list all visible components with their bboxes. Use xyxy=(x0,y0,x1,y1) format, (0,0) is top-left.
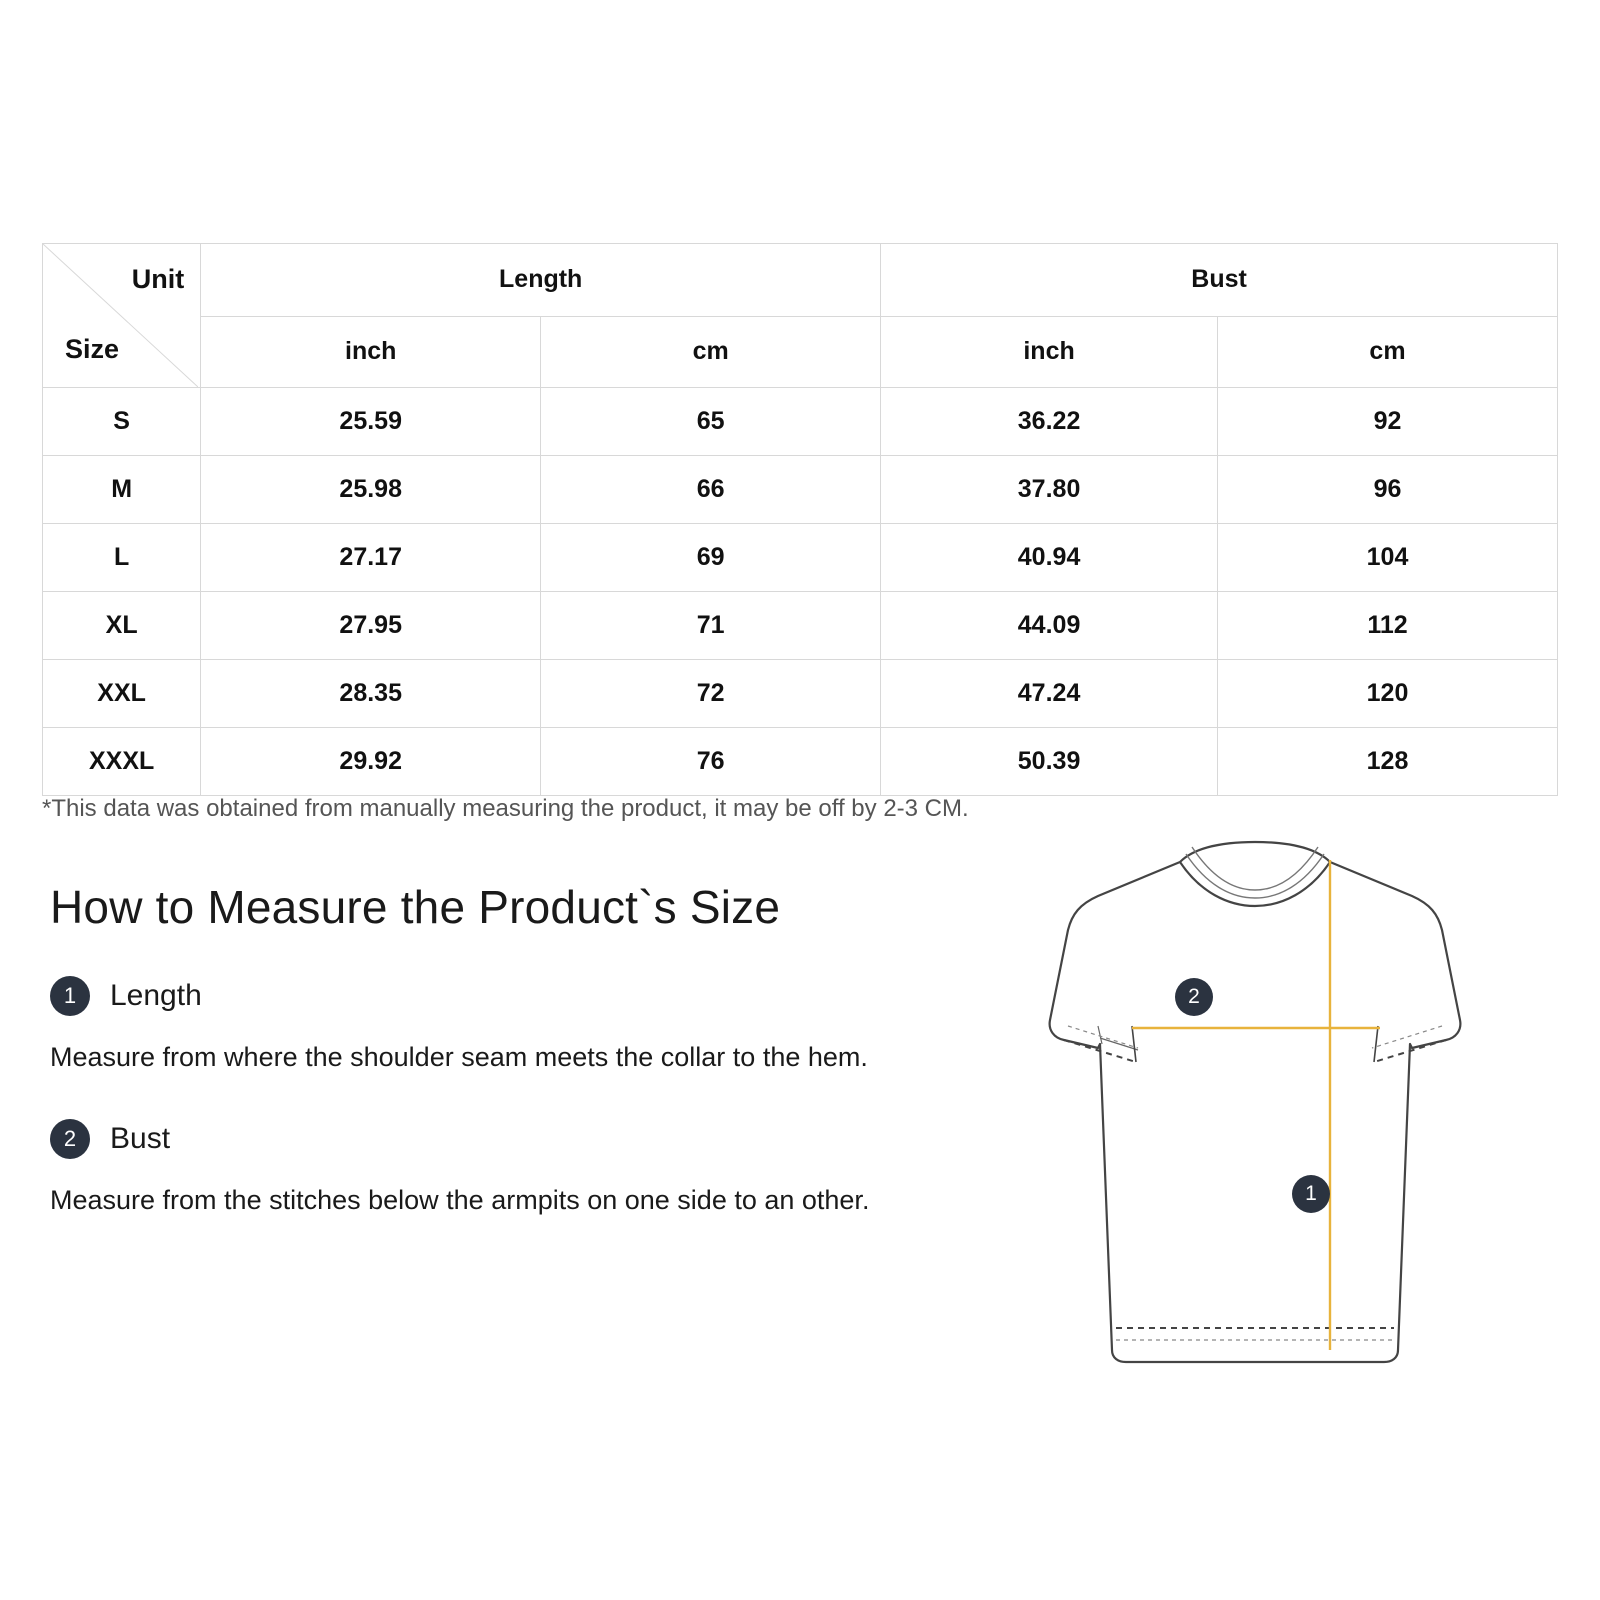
cell-size: XXL xyxy=(43,660,201,728)
step-description-length: Measure from where the shoulder seam meets the collar to the hem. xyxy=(50,1042,868,1072)
size-chart-table-container xyxy=(42,243,1558,796)
subheader-bust-inch: inch xyxy=(881,316,1218,388)
measurement-disclaimer: *This data was obtained from manually measuring the product, it may be off by 2-3 CM. xyxy=(42,795,969,822)
cell-length-inch: 25.59 xyxy=(201,388,541,456)
table-row xyxy=(43,660,1558,728)
cell-size: XL xyxy=(43,592,201,660)
size-header-label: Size xyxy=(65,334,120,364)
group-header-bust: Bust xyxy=(881,244,1558,317)
subheader-length-cm: cm xyxy=(541,316,881,388)
subheader-length-inch: inch xyxy=(201,316,541,388)
step-bust xyxy=(50,1119,950,1159)
cell-size: XXXL xyxy=(43,728,201,796)
table-row xyxy=(43,592,1558,660)
table-row xyxy=(43,524,1558,592)
step-title-length: Length xyxy=(110,979,202,1012)
table-row xyxy=(43,728,1558,796)
step-badge-1: 1 xyxy=(50,976,90,1016)
size-chart-table xyxy=(42,243,1558,796)
step-length xyxy=(50,976,950,1016)
cell-size: L xyxy=(43,524,201,592)
cell-bust-inch: 40.94 xyxy=(881,524,1218,592)
group-header-length: Length xyxy=(201,244,881,317)
cell-length-cm: 71 xyxy=(541,592,881,660)
cell-bust-cm: 112 xyxy=(1218,592,1558,660)
step-description-bust: Measure from the stitches below the armpits on one side to an other. xyxy=(50,1185,870,1216)
cell-length-cm: 76 xyxy=(541,728,881,796)
how-to-measure-section xyxy=(50,880,950,1220)
cell-bust-inch: 47.24 xyxy=(881,660,1218,728)
table-corner-cell xyxy=(43,244,201,388)
cell-length-inch: 25.98 xyxy=(201,456,541,524)
page-title: How to Measure the Product`s Size xyxy=(50,881,781,933)
table-row xyxy=(43,388,1558,456)
cell-bust-inch: 36.22 xyxy=(881,388,1218,456)
cell-bust-inch: 50.39 xyxy=(881,728,1218,796)
cell-bust-cm: 128 xyxy=(1218,728,1558,796)
cell-length-cm: 66 xyxy=(541,456,881,524)
cell-length-inch: 28.35 xyxy=(201,660,541,728)
cell-length-inch: 27.17 xyxy=(201,524,541,592)
cell-size: S xyxy=(43,388,201,456)
cell-length-inch: 27.95 xyxy=(201,592,541,660)
tshirt-diagram-icon xyxy=(1020,830,1490,1390)
cell-bust-inch: 37.80 xyxy=(881,456,1218,524)
cell-length-cm: 69 xyxy=(541,524,881,592)
cell-bust-cm: 96 xyxy=(1218,456,1558,524)
table-row xyxy=(43,456,1558,524)
cell-bust-cm: 120 xyxy=(1218,660,1558,728)
cell-bust-inch: 44.09 xyxy=(881,592,1218,660)
cell-length-cm: 65 xyxy=(541,388,881,456)
cell-bust-cm: 104 xyxy=(1218,524,1558,592)
step-title-bust: Bust xyxy=(110,1122,171,1156)
cell-length-inch: 29.92 xyxy=(201,728,541,796)
tshirt-illustration xyxy=(1020,830,1490,1390)
cell-bust-cm: 92 xyxy=(1218,388,1558,456)
illustration-marker-bust: 2 xyxy=(1175,978,1213,1016)
cell-size: M xyxy=(43,456,201,524)
unit-header-label: Unit xyxy=(131,264,185,294)
cell-length-cm: 72 xyxy=(541,660,881,728)
step-badge-2: 2 xyxy=(50,1119,90,1159)
subheader-bust-cm: cm xyxy=(1218,316,1558,388)
illustration-marker-length: 1 xyxy=(1292,1175,1330,1213)
